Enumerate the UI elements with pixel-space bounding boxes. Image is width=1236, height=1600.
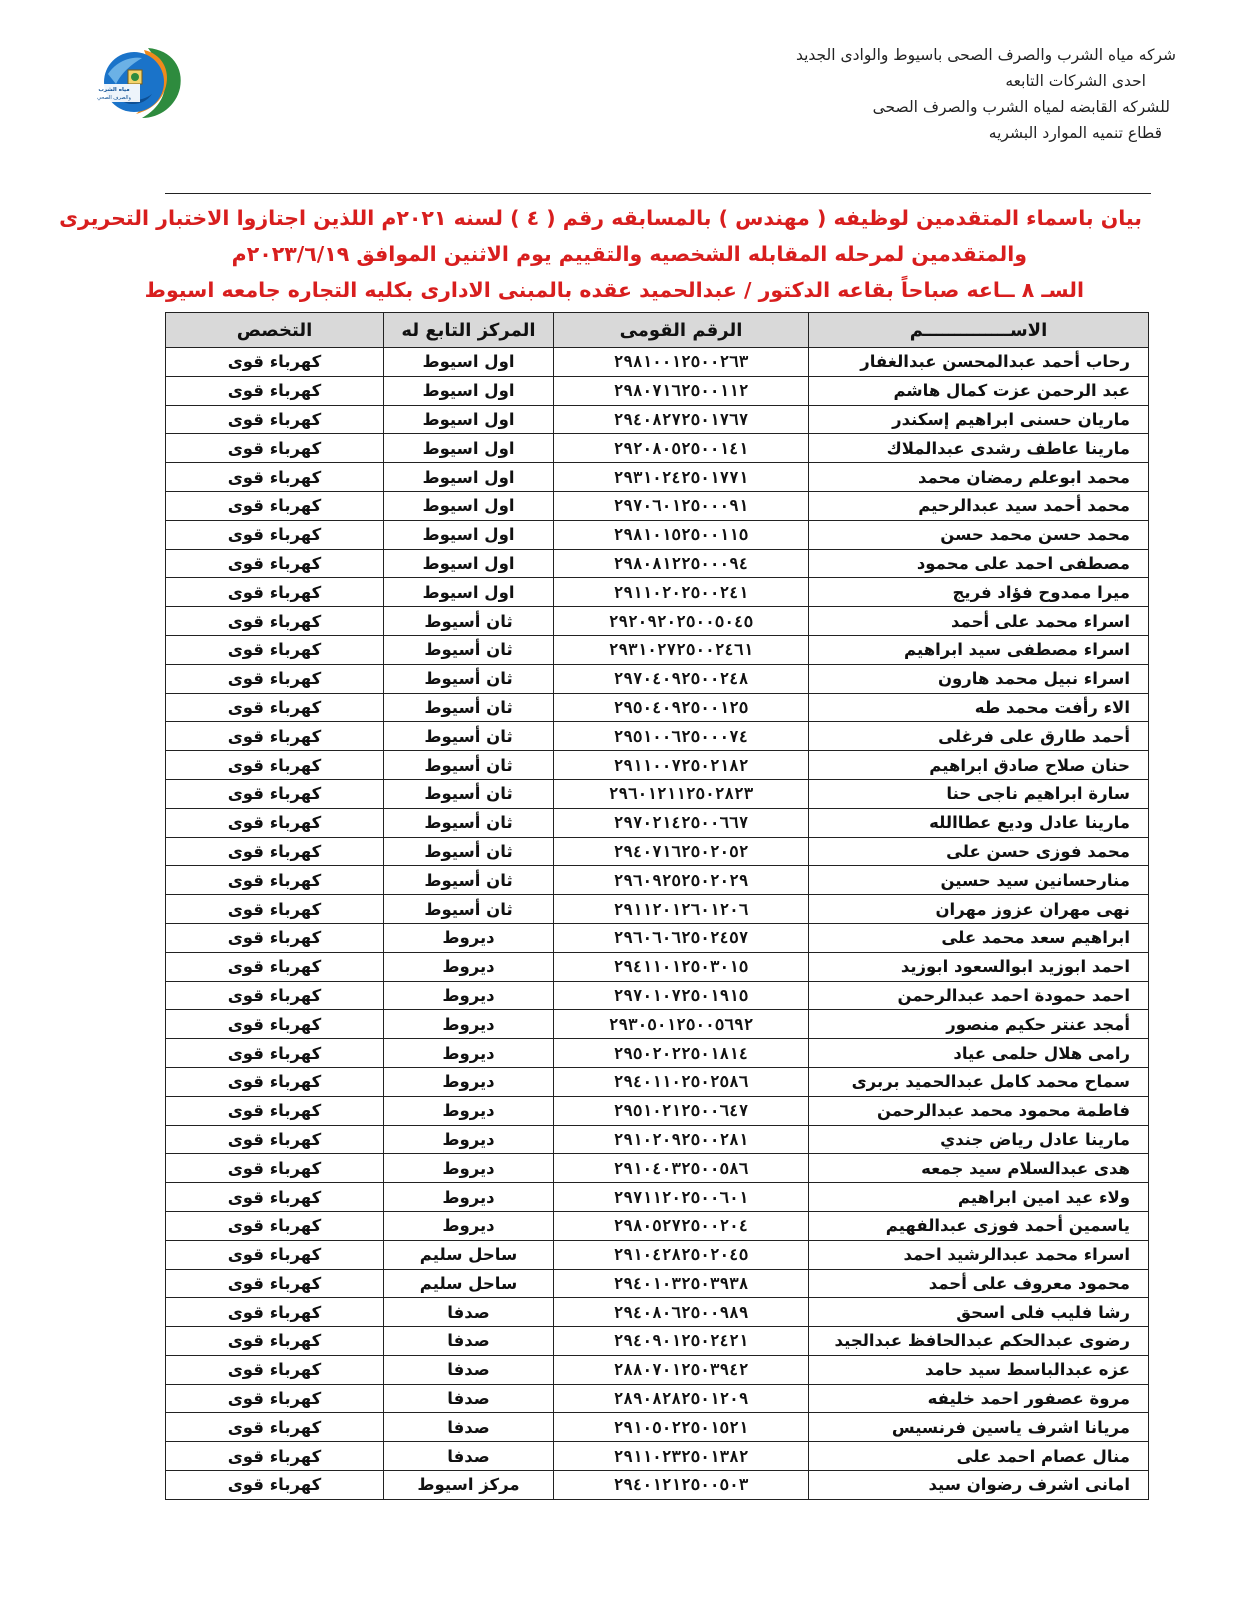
cell-name: مريانا اشرف ياسين فرنسيس <box>809 1413 1149 1442</box>
table-row <box>166 1240 1149 1269</box>
cell-specialization: كهرباء قوى <box>166 837 384 866</box>
cell-name: اسراء مصطفى سيد ابراهيم <box>809 635 1149 664</box>
cell-national-id: ٢٩٥١٠٠٦٢٥٠٠٠٧٤ <box>554 722 809 751</box>
cell-center: اول اسيوط <box>384 491 554 520</box>
table-row <box>166 578 1149 607</box>
cell-national-id: ٢٨٩٠٨٢٨٢٥٠١٢٠٩ <box>554 1384 809 1413</box>
cell-national-id: ٢٩٦٠٦٠٦٢٥٠٢٤٥٧ <box>554 923 809 952</box>
cell-specialization: كهرباء قوى <box>166 463 384 492</box>
cell-center: ديروط <box>384 1125 554 1154</box>
cell-specialization: كهرباء قوى <box>166 405 384 434</box>
cell-specialization: كهرباء قوى <box>166 434 384 463</box>
cell-national-id: ٢٩٧٠٤٠٩٢٥٠٠٢٤٨ <box>554 664 809 693</box>
cell-name: ميرا ممدوح فؤاد فريج <box>809 578 1149 607</box>
cell-specialization: كهرباء قوى <box>166 895 384 924</box>
cell-center: ديروط <box>384 1211 554 1240</box>
cell-name: اسراء محمد عبدالرشيد احمد <box>809 1240 1149 1269</box>
table-row <box>166 895 1149 924</box>
cell-center: صدفا <box>384 1413 554 1442</box>
table-row <box>166 549 1149 578</box>
cell-name: نهى مهران عزوز مهران <box>809 895 1149 924</box>
cell-national-id: ٢٩٦٠٩٢٥٢٥٠٢٠٢٩ <box>554 866 809 895</box>
cell-specialization: كهرباء قوى <box>166 1384 384 1413</box>
table-row <box>166 463 1149 492</box>
cell-name: رضوى عبدالحكم عبدالحافظ عبدالجيد <box>809 1327 1149 1356</box>
company-logo-icon <box>86 44 186 120</box>
table-row <box>166 1269 1149 1298</box>
cell-national-id: ٢٩٨١٠١٥٢٥٠٠١١٥ <box>554 520 809 549</box>
cell-specialization: كهرباء قوى <box>166 635 384 664</box>
cell-center: ديروط <box>384 952 554 981</box>
cell-center: صدفا <box>384 1384 554 1413</box>
table-body <box>166 348 1149 1500</box>
cell-name: سارة ابراهيم ناجى حنا <box>809 779 1149 808</box>
cell-name: مارينا عادل رياض جندي <box>809 1125 1149 1154</box>
cell-name: احمد ابوزيد ابوالسعود ابوزيد <box>809 952 1149 981</box>
table-row <box>166 952 1149 981</box>
cell-center: اول اسيوط <box>384 434 554 463</box>
cell-national-id: ٢٩١١٠٠٧٢٥٠٢١٨٢ <box>554 751 809 780</box>
cell-name: ياسمين أحمد فوزى عبدالفهيم <box>809 1211 1149 1240</box>
table-row <box>166 635 1149 664</box>
cell-specialization: كهرباء قوى <box>166 1211 384 1240</box>
cell-center: ديروط <box>384 923 554 952</box>
header-specialization: التخصص <box>166 313 384 348</box>
header-center: المركز التابع له <box>384 313 554 348</box>
cell-national-id: ٢٩٥٠٤٠٩٢٥٠٠١٢٥ <box>554 693 809 722</box>
cell-center: ديروط <box>384 1039 554 1068</box>
table-row <box>166 607 1149 636</box>
cell-specialization: كهرباء قوى <box>166 607 384 636</box>
cell-national-id: ٢٩٧٠٦٠١٢٥٠٠٠٩١ <box>554 491 809 520</box>
cell-name: ابراهيم سعد محمد على <box>809 923 1149 952</box>
table-row <box>166 693 1149 722</box>
table-row <box>166 751 1149 780</box>
cell-name: مارينا عاطف رشدى عبدالملاك <box>809 434 1149 463</box>
cell-center: ديروط <box>384 1183 554 1212</box>
cell-national-id: ٢٩٢٠٩٢٠٢٥٠٠٥٠٤٥ <box>554 607 809 636</box>
cell-specialization: كهرباء قوى <box>166 779 384 808</box>
table-row <box>166 779 1149 808</box>
cell-name: امانى اشرف رضوان سيد <box>809 1471 1149 1500</box>
cell-name: مروة عصفور احمد خليفه <box>809 1384 1149 1413</box>
cell-specialization: كهرباء قوى <box>166 491 384 520</box>
cell-center: ثان أسيوط <box>384 866 554 895</box>
cell-specialization: كهرباء قوى <box>166 1096 384 1125</box>
table-row <box>166 491 1149 520</box>
cell-specialization: كهرباء قوى <box>166 549 384 578</box>
cell-name: محمد حسن محمد حسن <box>809 520 1149 549</box>
cell-national-id: ٢٩٨٠٧١٦٢٥٠٠١١٢ <box>554 376 809 405</box>
table-row <box>166 923 1149 952</box>
cell-national-id: ٢٩١١٠٢٣٢٥٠١٣٨٢ <box>554 1442 809 1471</box>
cell-name: ولاء عيد امين ابراهيم <box>809 1183 1149 1212</box>
cell-center: ساحل سليم <box>384 1240 554 1269</box>
cell-national-id: ٢٩١٠٤٠٣٢٥٠٠٥٨٦ <box>554 1154 809 1183</box>
cell-national-id: ٢٩٤٠١١٠٢٥٠٢٥٨٦ <box>554 1067 809 1096</box>
org-line-company: شركه مياه الشرب والصرف الصحى باسيوط والوادى الجديد <box>795 46 1176 64</box>
cell-specialization: كهرباء قوى <box>166 1327 384 1356</box>
cell-center: اول اسيوط <box>384 376 554 405</box>
header-name: الاســــــــــــــم <box>809 313 1149 348</box>
table-row <box>166 1413 1149 1442</box>
announcement-line-2: والمتقدمين لمرحله المقابله الشخصيه والتقييم يوم الاثنين الموافق ٢٠٢٣/٦/١٩م <box>231 242 1027 266</box>
table-row <box>166 1211 1149 1240</box>
cell-center: ثان أسيوط <box>384 751 554 780</box>
cell-specialization: كهرباء قوى <box>166 664 384 693</box>
table-row <box>166 1327 1149 1356</box>
cell-national-id: ٢٩٤٠٨٢٧٢٥٠١٧٦٧ <box>554 405 809 434</box>
table-row <box>166 520 1149 549</box>
table-row <box>166 1298 1149 1327</box>
table-row <box>166 348 1149 377</box>
cell-specialization: كهرباء قوى <box>166 1183 384 1212</box>
cell-center: ثان أسيوط <box>384 635 554 664</box>
cell-center: ديروط <box>384 981 554 1010</box>
cell-center: ثان أسيوط <box>384 895 554 924</box>
table-row <box>166 1442 1149 1471</box>
cell-center: اول اسيوط <box>384 520 554 549</box>
cell-specialization: كهرباء قوى <box>166 751 384 780</box>
cell-center: اول اسيوط <box>384 549 554 578</box>
cell-center: اول اسيوط <box>384 405 554 434</box>
cell-specialization: كهرباء قوى <box>166 722 384 751</box>
cell-national-id: ٢٩٦٠١٢١١٢٥٠٢٨٢٣ <box>554 779 809 808</box>
table-row <box>166 1384 1149 1413</box>
cell-name: اسراء محمد على أحمد <box>809 607 1149 636</box>
cell-specialization: كهرباء قوى <box>166 578 384 607</box>
cell-national-id: ٢٩٥١٠٢١٢٥٠٠٦٤٧ <box>554 1096 809 1125</box>
cell-center: ثان أسيوط <box>384 607 554 636</box>
cell-national-id: ٢٩٣٠٥٠١٢٥٠٠٥٦٩٢ <box>554 1010 809 1039</box>
table-row <box>166 981 1149 1010</box>
candidates-table <box>165 312 1149 1500</box>
cell-national-id: ٢٩٤٠١٠٣٢٥٠٣٩٣٨ <box>554 1269 809 1298</box>
cell-specialization: كهرباء قوى <box>166 1413 384 1442</box>
cell-national-id: ٢٩١١٠٢٠٢٥٠٠٢٤١ <box>554 578 809 607</box>
cell-specialization: كهرباء قوى <box>166 1355 384 1384</box>
cell-name: محمد فوزى حسن على <box>809 837 1149 866</box>
cell-name: مصطفى احمد على محمود <box>809 549 1149 578</box>
cell-name: رامى هلال حلمى عياد <box>809 1039 1149 1068</box>
cell-center: ثان أسيوط <box>384 693 554 722</box>
cell-national-id: ٢٩٨٠٥٢٧٢٥٠٠٢٠٤ <box>554 1211 809 1240</box>
cell-national-id: ٢٨٨٠٧٠١٢٥٠٣٩٤٢ <box>554 1355 809 1384</box>
cell-name: فاطمة محمود محمد عبدالرحمن <box>809 1096 1149 1125</box>
table-row <box>166 1096 1149 1125</box>
cell-name: مارينا عادل وديع عطاالله <box>809 808 1149 837</box>
table-row <box>166 1010 1149 1039</box>
header-divider <box>165 193 1151 194</box>
cell-name: سماح محمد كامل عبدالحميد بربرى <box>809 1067 1149 1096</box>
cell-national-id: ٢٩٤٠٧١٦٢٥٠٢٠٥٢ <box>554 837 809 866</box>
cell-name: محمد ابوعلم رمضان محمد <box>809 463 1149 492</box>
cell-center: صدفا <box>384 1355 554 1384</box>
cell-specialization: كهرباء قوى <box>166 1269 384 1298</box>
table-row <box>166 1067 1149 1096</box>
cell-specialization: كهرباء قوى <box>166 923 384 952</box>
cell-center: ثان أسيوط <box>384 722 554 751</box>
cell-specialization: كهرباء قوى <box>166 376 384 405</box>
cell-center: ثان أسيوط <box>384 837 554 866</box>
table-row <box>166 1125 1149 1154</box>
cell-center: ثان أسيوط <box>384 779 554 808</box>
cell-name: عبد الرحمن عزت كمال هاشم <box>809 376 1149 405</box>
cell-specialization: كهرباء قوى <box>166 1442 384 1471</box>
announcement-line-3: السـ ٨ ــاعه صباحاً بقاعه الدكتور / عبدالحميد عقده بالمبنى الادارى بكليه التجاره جامعه اسيوط <box>144 278 1084 302</box>
header-national-id: الرقم القومى <box>554 313 809 348</box>
cell-name: ماريان حسنى ابراهيم إسكندر <box>809 405 1149 434</box>
cell-name: الاء رأفت محمد طه <box>809 693 1149 722</box>
cell-specialization: كهرباء قوى <box>166 1154 384 1183</box>
cell-name: منال عصام احمد على <box>809 1442 1149 1471</box>
table-row <box>166 722 1149 751</box>
org-line-department: قطاع تنميه الموارد البشريه <box>988 124 1162 142</box>
table-row <box>166 866 1149 895</box>
cell-national-id: ٢٩٤١١٠١٢٥٠٣٠١٥ <box>554 952 809 981</box>
cell-name: أحمد طارق على فرغلى <box>809 722 1149 751</box>
svg-text:والصرف الصحي: والصرف الصحي <box>97 95 131 101</box>
cell-specialization: كهرباء قوى <box>166 348 384 377</box>
cell-specialization: كهرباء قوى <box>166 693 384 722</box>
org-line-holding: للشركه القابضه لمياه الشرب والصرف الصحى <box>872 98 1170 116</box>
cell-national-id: ٢٩٣١٠٢٤٢٥٠١٧٧١ <box>554 463 809 492</box>
table-row <box>166 1039 1149 1068</box>
org-line-affiliate: احدى الشركات التابعه <box>1005 72 1146 90</box>
cell-center: اول اسيوط <box>384 463 554 492</box>
table-row <box>166 1471 1149 1500</box>
cell-specialization: كهرباء قوى <box>166 1039 384 1068</box>
cell-national-id: ٢٩٢٠٨٠٥٢٥٠٠١٤١ <box>554 434 809 463</box>
cell-national-id: ٢٩٥٠٢٠٢٢٥٠١٨١٤ <box>554 1039 809 1068</box>
cell-name: حنان صلاح صادق ابراهيم <box>809 751 1149 780</box>
table-header-row <box>166 313 1149 348</box>
cell-specialization: كهرباء قوى <box>166 1125 384 1154</box>
table-row <box>166 837 1149 866</box>
cell-specialization: كهرباء قوى <box>166 981 384 1010</box>
cell-national-id: ٢٩٧٠٢١٤٢٥٠٠٦٦٧ <box>554 808 809 837</box>
svg-text:مياه الشرب: مياه الشرب <box>98 87 130 93</box>
table-row <box>166 664 1149 693</box>
cell-national-id: ٢٩٧١١٢٠٢٥٠٠٦٠١ <box>554 1183 809 1212</box>
cell-specialization: كهرباء قوى <box>166 808 384 837</box>
cell-name: رحاب أحمد عبدالمحسن عبدالغفار <box>809 348 1149 377</box>
cell-national-id: ٢٩٨٠٨١٢٢٥٠٠٠٩٤ <box>554 549 809 578</box>
table-row <box>166 1183 1149 1212</box>
cell-specialization: كهرباء قوى <box>166 1240 384 1269</box>
cell-national-id: ٢٩١٠٢٠٩٢٥٠٠٢٨١ <box>554 1125 809 1154</box>
cell-specialization: كهرباء قوى <box>166 1067 384 1096</box>
cell-center: ثان أسيوط <box>384 808 554 837</box>
cell-specialization: كهرباء قوى <box>166 866 384 895</box>
organization-header <box>616 42 1176 146</box>
cell-specialization: كهرباء قوى <box>166 520 384 549</box>
cell-national-id: ٢٩١٠٤٢٨٢٥٠٢٠٤٥ <box>554 1240 809 1269</box>
cell-center: ساحل سليم <box>384 1269 554 1298</box>
table-row <box>166 1355 1149 1384</box>
cell-national-id: ٢٩٤٠١٢١٢٥٠٠٥٠٣ <box>554 1471 809 1500</box>
cell-center: ثان أسيوط <box>384 664 554 693</box>
cell-specialization: كهرباء قوى <box>166 1010 384 1039</box>
cell-center: ديروط <box>384 1096 554 1125</box>
cell-center: ديروط <box>384 1010 554 1039</box>
cell-national-id: ٢٩٤٠٨٠٦٢٥٠٠٩٨٩ <box>554 1298 809 1327</box>
cell-name: منارحسانين سيد حسين <box>809 866 1149 895</box>
cell-center: مركز اسيوط <box>384 1471 554 1500</box>
table-row <box>166 1154 1149 1183</box>
table-row <box>166 808 1149 837</box>
cell-national-id: ٢٩٨١٠٠١٢٥٠٠٢٦٣ <box>554 348 809 377</box>
announcement-line-1: بيان باسماء المتقدمين لوظيفه ( مهندس ) بالمسابقه رقم ( ٤ ) لسنه ٢٠٢١م اللذين اجتازوا الاختبار التحريرى <box>59 206 1142 230</box>
cell-name: أمجد عنتر حكيم منصور <box>809 1010 1149 1039</box>
cell-name: محمود معروف على أحمد <box>809 1269 1149 1298</box>
cell-name: اسراء نبيل محمد هارون <box>809 664 1149 693</box>
cell-specialization: كهرباء قوى <box>166 952 384 981</box>
cell-national-id: ٢٩٤٠٩٠١٢٥٠٢٤٢١ <box>554 1327 809 1356</box>
cell-national-id: ٢٩٧٠١٠٧٢٥٠١٩١٥ <box>554 981 809 1010</box>
cell-center: صدفا <box>384 1298 554 1327</box>
announcement-title <box>59 200 1160 308</box>
cell-center: ديروط <box>384 1154 554 1183</box>
cell-center: ديروط <box>384 1067 554 1096</box>
cell-name: محمد أحمد سيد عبدالرحيم <box>809 491 1149 520</box>
cell-specialization: كهرباء قوى <box>166 1471 384 1500</box>
cell-specialization: كهرباء قوى <box>166 1298 384 1327</box>
cell-center: صدفا <box>384 1327 554 1356</box>
cell-center: صدفا <box>384 1442 554 1471</box>
cell-center: اول اسيوط <box>384 348 554 377</box>
table-row <box>166 434 1149 463</box>
cell-national-id: ٢٩١٠٥٠٢٢٥٠١٥٢١ <box>554 1413 809 1442</box>
table-row <box>166 376 1149 405</box>
cell-national-id: ٢٩١١٢٠١٢٦٠١٢٠٦ <box>554 895 809 924</box>
cell-name: رشا فليب فلى اسحق <box>809 1298 1149 1327</box>
cell-center: اول اسيوط <box>384 578 554 607</box>
cell-name: عزه عبدالباسط سيد حامد <box>809 1355 1149 1384</box>
cell-name: هدى عبدالسلام سيد جمعه <box>809 1154 1149 1183</box>
table-row <box>166 405 1149 434</box>
cell-name: احمد حمودة احمد عبدالرحمن <box>809 981 1149 1010</box>
cell-national-id: ٢٩٣١٠٢٧٢٥٠٠٢٤٦١ <box>554 635 809 664</box>
